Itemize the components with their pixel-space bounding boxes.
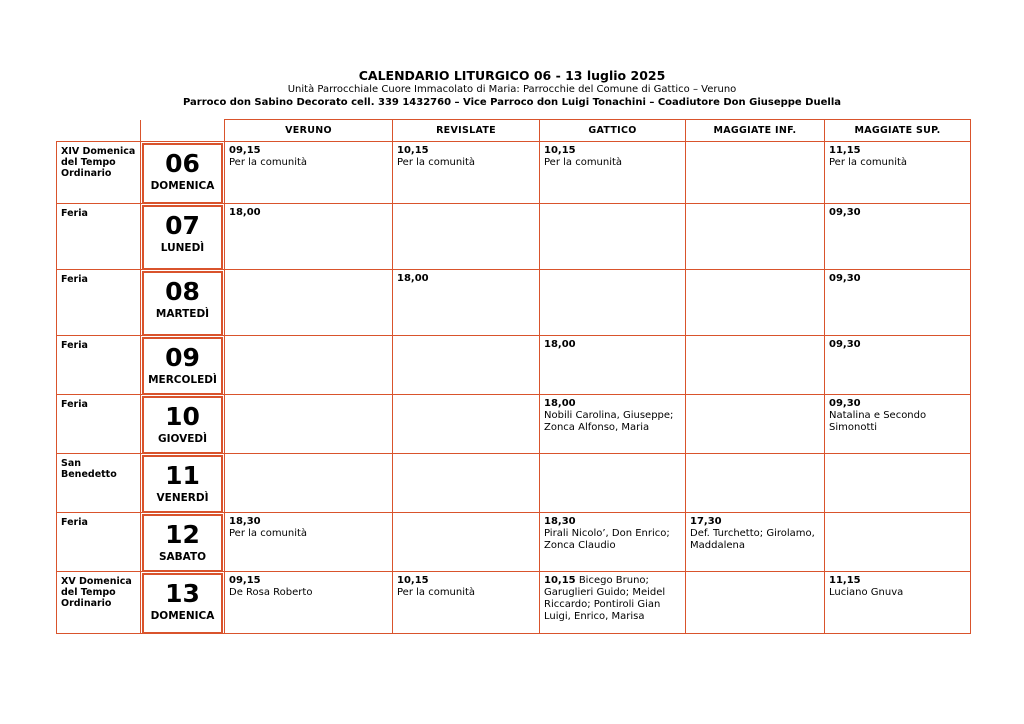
mass-time: 18,30 (544, 516, 576, 527)
column-header-maggiate-sup: MAGGIATE SUP. (825, 120, 971, 142)
mass-cell-maggiate-inf (686, 454, 825, 513)
feast-name: Feria (57, 336, 141, 395)
day-row (57, 336, 971, 395)
day-box (142, 205, 223, 270)
mass-cell-gattico (540, 513, 686, 572)
mass-intention: Natalina e Secondo Simonotti (829, 410, 927, 433)
day-number: 08 (165, 277, 200, 306)
mass-cell-revislate (393, 395, 540, 454)
feast-name: XV Domenica del Tempo Ordinario (57, 572, 141, 634)
liturgical-calendar-table (56, 119, 971, 634)
mass-cell-revislate (393, 336, 540, 395)
mass-time: 18,00 (544, 398, 576, 409)
day-row (57, 142, 971, 204)
day-row (57, 454, 971, 513)
day-cell (141, 336, 225, 395)
mass-cell-veruno (225, 513, 393, 572)
day-row (57, 204, 971, 270)
mass-cell-revislate (393, 270, 540, 336)
day-name: DOMENICA (150, 610, 215, 622)
day-number: 13 (165, 579, 200, 608)
mass-intention: Bicego Bruno; Garuglieri Guido; Meidel Riccardo; Pontiroli Gian Luigi, Enrico, Marisa (544, 575, 666, 622)
feast-name: Feria (57, 513, 141, 572)
mass-intention: Pirali Nicolo’, Don Enrico; Zonca Claudio (544, 528, 670, 551)
mass-time: 17,30 (690, 516, 722, 527)
day-cell (141, 395, 225, 454)
mass-cell-veruno (225, 336, 393, 395)
day-name: MARTEDÌ (155, 308, 210, 320)
mass-cell-revislate (393, 572, 540, 634)
mass-time: 18,30 (229, 516, 261, 527)
day-box (142, 573, 223, 634)
mass-cell-gattico (540, 270, 686, 336)
mass-time: 10,15 (397, 575, 429, 586)
column-header-maggiate-inf: MAGGIATE INF. (686, 120, 825, 142)
mass-time: 11,15 (829, 145, 861, 156)
mass-cell-maggiate-sup (825, 513, 971, 572)
mass-time: 09,30 (829, 339, 861, 350)
priests-line: Parroco don Sabino Decorato cell. 339 1432760 – Vice Parroco don Luigi Tonachini – Coadiutore Don Giuseppe Duella (182, 97, 841, 108)
day-row (57, 572, 971, 634)
day-name: MERCOLEDÌ (148, 374, 217, 386)
mass-intention: De Rosa Roberto (229, 587, 313, 598)
mass-intention: Def. Turchetto; Girolamo, Maddalena (690, 528, 815, 551)
mass-intention: Per la comunità (229, 157, 308, 168)
feast-name: Feria (57, 270, 141, 336)
day-number: 11 (165, 461, 200, 490)
mass-cell-maggiate-inf (686, 395, 825, 454)
mass-cell-gattico (540, 395, 686, 454)
mass-time: 10,15 (544, 145, 576, 156)
day-number: 12 (165, 520, 200, 549)
feast-name: XIV Domenica del Tempo Ordinario (57, 142, 141, 204)
feast-name: Feria (57, 204, 141, 270)
mass-cell-veruno (225, 270, 393, 336)
day-row (57, 270, 971, 336)
mass-cell-maggiate-sup (825, 142, 971, 204)
mass-cell-revislate (393, 204, 540, 270)
mass-time: 09,15 (229, 145, 261, 156)
mass-cell-maggiate-sup (825, 395, 971, 454)
day-cell (141, 454, 225, 513)
day-box (142, 337, 223, 395)
mass-cell-maggiate-inf (686, 204, 825, 270)
day-row (57, 513, 971, 572)
mass-time: 09,30 (829, 273, 861, 284)
mass-cell-gattico (540, 454, 686, 513)
day-cell (141, 572, 225, 634)
mass-time: 18,00 (229, 207, 261, 218)
mass-cell-maggiate-inf (686, 270, 825, 336)
day-cell (141, 204, 225, 270)
column-header-row (57, 120, 971, 142)
mass-cell-maggiate-sup (825, 270, 971, 336)
document-header (0, 68, 1024, 109)
day-number: 06 (165, 149, 200, 178)
mass-intention: Nobili Carolina, Giuseppe; Zonca Alfonso, Maria (544, 410, 674, 433)
mass-cell-veruno (225, 142, 393, 204)
mass-cell-maggiate-inf (686, 572, 825, 634)
mass-time: 18,00 (544, 339, 576, 350)
mass-cell-veruno (225, 454, 393, 513)
mass-intention: Luciano Gnuva (829, 587, 904, 598)
mass-cell-veruno (225, 395, 393, 454)
day-box (142, 396, 223, 454)
day-name: LUNEDÌ (160, 242, 205, 254)
column-header-veruno: VERUNO (225, 120, 393, 142)
mass-cell-maggiate-inf (686, 336, 825, 395)
day-cell (141, 270, 225, 336)
day-box (142, 455, 223, 513)
feast-name: Feria (57, 395, 141, 454)
mass-intention: Per la comunità (829, 157, 908, 168)
day-number: 09 (165, 343, 200, 372)
header-blank-cell (57, 120, 141, 142)
mass-cell-veruno (225, 204, 393, 270)
page-title: CALENDARIO LITURGICO 06 - 13 luglio 2025 (358, 68, 666, 83)
day-cell (141, 142, 225, 204)
mass-time: 11,15 (829, 575, 861, 586)
mass-time: 09,30 (829, 398, 861, 409)
mass-time: 10,15 (397, 145, 429, 156)
day-cell (141, 513, 225, 572)
mass-cell-maggiate-sup (825, 204, 971, 270)
mass-cell-gattico (540, 204, 686, 270)
mass-cell-maggiate-sup (825, 572, 971, 634)
mass-cell-maggiate-sup (825, 336, 971, 395)
day-number: 07 (165, 211, 200, 240)
mass-time: 09,30 (829, 207, 861, 218)
day-name: VENERDÌ (156, 492, 209, 504)
mass-cell-revislate (393, 513, 540, 572)
mass-time: 18,00 (397, 273, 429, 284)
mass-cell-veruno (225, 572, 393, 634)
feast-name: San Benedetto (57, 454, 141, 513)
mass-cell-maggiate-inf (686, 513, 825, 572)
mass-intention: Per la comunità (397, 587, 476, 598)
mass-cell-revislate (393, 454, 540, 513)
day-name: SABATO (158, 551, 207, 563)
mass-cell-revislate (393, 142, 540, 204)
day-row (57, 395, 971, 454)
mass-intention: Per la comunità (397, 157, 476, 168)
day-box (142, 143, 223, 204)
mass-intention: Per la comunità (229, 528, 308, 539)
day-box (142, 271, 223, 336)
mass-cell-maggiate-inf (686, 142, 825, 204)
mass-intention: Per la comunità (544, 157, 623, 168)
page-subtitle: Unità Parrocchiale Cuore Immacolato di Maria: Parrocchie del Comune di Gattico – Veruno (287, 84, 737, 95)
mass-cell-gattico (540, 336, 686, 395)
mass-cell-maggiate-sup (825, 454, 971, 513)
mass-cell-gattico (540, 142, 686, 204)
mass-cell-gattico (540, 572, 686, 634)
mass-time: 09,15 (229, 575, 261, 586)
day-box (142, 514, 223, 572)
day-number: 10 (165, 402, 200, 431)
day-name: DOMENICA (150, 180, 215, 192)
day-name: GIOVEDÌ (157, 433, 208, 445)
mass-time: 10,15 (544, 575, 576, 586)
column-header-revislate: REVISLATE (393, 120, 540, 142)
header-blank-cell (141, 120, 225, 142)
column-header-gattico: GATTICO (540, 120, 686, 142)
